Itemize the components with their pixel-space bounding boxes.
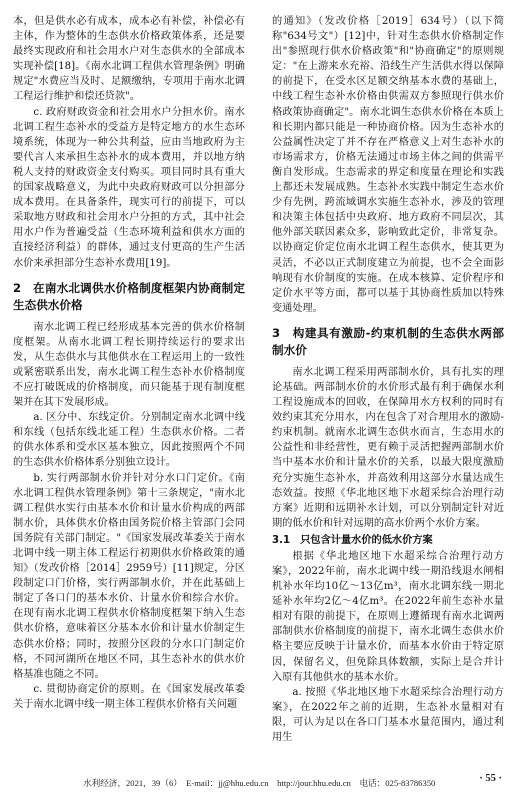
page-footer (13, 773, 502, 789)
section-heading: 2 在南水北调供水价格制度框架内协商制定生态供水价格 (13, 280, 245, 312)
paragraph: a. 区分中、东线定价。分别制定南水北调中线和东线（包括东线北延工程）生态供水价格。二者的供水体系和受水区基本独立，因此按照两个不同的生态供水价格体系分别独立设计。 (13, 412, 245, 469)
page-number: · 55 · (479, 773, 502, 784)
paragraph: a. 按照《华北地区地下水超采综合治理行动方案》，在2022年之前的近期，生态补水量相对有限，可认为足以在各口门基本水量范围内，通过利用生 (272, 686, 504, 744)
paragraph: 本，但是供水必有成本，成本必有补偿，补偿必有主体，作为整体的生态供水价格政策体系，还是要最终实现政府和社会用水户对生态供水的全部成本实现补偿[18]。《南水北调工程供水管理条例》明确规定"水费应当及时、足额缴纳，专项用于南水北调工程运行维护和偿还贷款"。 (13, 16, 245, 103)
left-column (13, 14, 245, 712)
journal-info: 水利经济，2021，39（6） E-mail：jj@hhu.edu.cn http://jour.hhu.edu.cn 电话：025-83786350 (83, 778, 436, 788)
paragraph: 南水北调工程采用两部制水价，具有扎实的理论基础。两部制水价的水价形式最有利于确保水利工程设施成本的回收，在保障用水方权利的同时有效约束其充分用水，内在包含了对合理用水的激励-约束机制。就南水北调生态供水而言，生态用水的公益性和非经营性，更有赖于灵活把握两部制水价当中基本水价和计量水价的关系，以最大限度激励充分实施生态补水，并高效利用这部分水量达成生态效益。按照《华北地区地下水超采综合治理行动方案》近期和远期补水计划，可以分别制定针对近期的低水价和针对远期的高水价两个水价方案。 (272, 366, 504, 529)
paragraph: 的通知》（发改价格［2019］634号）（以下简称"634号文"）[12]中，针对生态供水价格制定作出"参照现行供水价格政策"和"协商确定"的原则规定："在上游来水充裕、沿线生产生活供水得以保障的前提下，在受水区足额交纳基本水费的基础上，中线工程生态补水价格由供需双方参照现行供水价格政策协商确定"。南水北调生态供水价格在本质上和长期内都只能是一种协商价格。因为生态补水的公益属性决定了并不存在严格意义上对生态补水的市场需求方，价格无法通过市场主体之间的供需平衡自发形成。生态需求的界定和度量在理论和实践上都还未发展成熟。生态补水实践中制定生态水价少有先例，跨流域调水实施生态补水，涉及的管理和决策主体包括中央政府、地方政府不同层次，其他外部关联因素众多，影响致此定价，非常复杂。以协商定价定位南水北调工程生态供水，使其更为灵活，不必以正式制度建立为前提，也不会全面影响现有水价制度的实施。在成本核算、定价程序和定价水平等方面，都可以基于其协商性质加以特殊变通处理。 (272, 16, 504, 314)
subsection-heading: 3.1 只包含计量水价的低水价方案 (272, 534, 433, 546)
section-heading: 3 构建具有激励-约束机制的生态供水两部制水价 (272, 325, 504, 357)
paragraph: b. 实行两部制水价并针对分水口门定价。《南水北调工程供水管理条例》第十三条规定，"南水北调工程供水实行由基本水价和计量水价构成的两部制水价，具体供水价格由国务院价格主管部门会同国务院有关部门制定。"《国家发展改革委关于南水北调中线一期主体工程运行初期供水价格政策的通知》（发改价格［2014］2959号）[11]规定，分区段制定口门价格，实行两部制水价，并在此基础上制定了各口门的基本水价、计量水价和综合水价。在现有南水北调工程供水价格制度框架下纳入生态供水价格，意味着区分基本水价和计量水价制定生态供水价格；同时，按照分区段的分水口门制定价格，不同河湖所在地区不同，其生态补水的供水价格基准也随之不同。 (13, 472, 245, 680)
paragraph: c. 贯彻协商定价的原则。在《国家发展改革委关于南水北调中线一期主体工程供水价格有关问题 (13, 683, 245, 710)
paragraph: c. 政府财政资金和社会用水户分担水价。南水北调工程生态补水的受益方是特定地方的水生态环境系统，体现为一种公共利益，应由当地政府为主要代言人来承担生态补水的成本费用，并以地方纳税人支持的财政资金支付购买。项目同时具有重大的国家战略意义，为此中央政府财政可以分担部分成本费用。在具备条件，现实可行的前提下，可以采取地方财政和社会用水户分担的方式，其中社会用水户作为普遍受益（生态环境利益和供水方面的直接经济利益）的群体，通过支付更高的生产生活水价来承担部分生态补水费用[19]。 (13, 106, 245, 269)
right-column (272, 14, 504, 745)
paragraph: 根据《华北地区地下水超采综合治理行动方案》，2022年前，南水北调中线一期沿线退水闸相机补水年均10亿～13亿m³，南水北调东线一期北延补水年均2亿～4亿m³。在2022年前生态补水量相对有限的前提下，在原则上遵循现有南水北调两部制供水价格制度的前提下，南水北调生态供水价格主要应反映于计量水价，而基本水价由于特定原因，保留名义，但免除具体数额，实际上是合并计入原有其他供水的基本水价。 (272, 550, 504, 683)
paragraph: 南水北调工程已经形成基本完善的供水价格制度框架。从南水北调工程长期持续运行的要求出发，从生态供水与其他供水在工程运用上的一致性或紧密联系出发，南水北调工程生态补水价格制度不应打破既成的价格制度，而只能基于现有制度框架并在其下发展形成。 (13, 321, 245, 409)
